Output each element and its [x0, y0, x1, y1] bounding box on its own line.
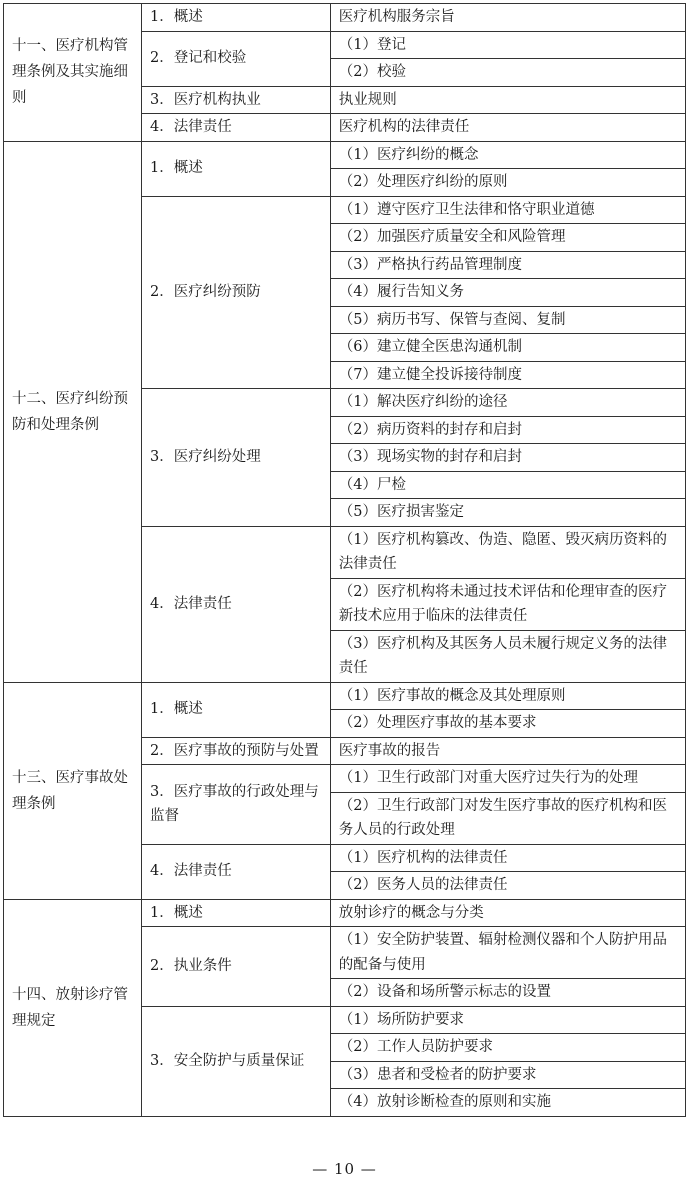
topic-point: （5）病历书写、保管与查阅、复制 — [330, 306, 685, 334]
topic-point: （5）医疗损害鉴定 — [330, 499, 685, 527]
topic-name: 4．法律责任 — [142, 526, 331, 682]
syllabus-table — [3, 3, 686, 1117]
topic-name: 4．法律责任 — [142, 114, 331, 142]
topic-name: 1．概述 — [142, 4, 331, 32]
topic-name: 1．概述 — [142, 899, 331, 927]
table-row — [4, 141, 686, 169]
topic-point: （2）病历资料的封存和启封 — [330, 416, 685, 444]
section-title: 十四、放射诊疗管理规定 — [4, 899, 142, 1116]
topic-name: 1．概述 — [142, 141, 331, 196]
topic-point: （1）卫生行政部门对重大医疗过失行为的处理 — [330, 765, 685, 793]
page-number: — 10 — — [312, 1160, 377, 1178]
topic-name: 2．执业条件 — [142, 927, 331, 1007]
topic-point: （2）工作人员防护要求 — [330, 1034, 685, 1062]
table-row — [4, 4, 686, 32]
topic-name: 3．安全防护与质量保证 — [142, 1006, 331, 1116]
topic-point: （4）放射诊断检查的原则和实施 — [330, 1089, 685, 1117]
topic-point: 医疗机构服务宗旨 — [330, 4, 685, 32]
topic-point: （3）患者和受检者的防护要求 — [330, 1061, 685, 1089]
topic-point: （2）卫生行政部门对发生医疗事故的医疗机构和医务人员的行政处理 — [330, 792, 685, 844]
topic-point: （1）登记 — [330, 31, 685, 59]
topic-point: （3）严格执行药品管理制度 — [330, 251, 685, 279]
topic-point: （1）医疗机构的法律责任 — [330, 844, 685, 872]
topic-name: 2．医疗事故的预防与处置 — [142, 737, 331, 765]
topic-name: 4．法律责任 — [142, 844, 331, 899]
topic-point: （6）建立健全医患沟通机制 — [330, 334, 685, 362]
topic-point: （2）处理医疗事故的基本要求 — [330, 710, 685, 738]
topic-point: （3）医疗机构及其医务人员未履行规定义务的法律责任 — [330, 630, 685, 682]
section-title: 十一、医疗机构管理条例及其实施细则 — [4, 4, 142, 142]
topic-point: 执业规则 — [330, 86, 685, 114]
topic-point: （1）场所防护要求 — [330, 1006, 685, 1034]
topic-name: 2．登记和校验 — [142, 31, 331, 86]
table-row — [4, 682, 686, 710]
topic-point: 医疗事故的报告 — [330, 737, 685, 765]
topic-name: 3．医疗纠纷处理 — [142, 389, 331, 527]
syllabus-table-body — [4, 4, 686, 1117]
topic-point: 放射诊疗的概念与分类 — [330, 899, 685, 927]
topic-point: （2）医务人员的法律责任 — [330, 872, 685, 900]
topic-point: （1）解决医疗纠纷的途径 — [330, 389, 685, 417]
topic-point: （2）校验 — [330, 59, 685, 87]
topic-name: 3．医疗事故的行政处理与监督 — [142, 765, 331, 845]
topic-point: （1）医疗事故的概念及其处理原则 — [330, 682, 685, 710]
topic-point: （2）医疗机构将未通过技术评估和伦理审查的医疗新技术应用于临床的法律责任 — [330, 578, 685, 630]
topic-point: （4）履行告知义务 — [330, 279, 685, 307]
topic-point: （1）医疗纠纷的概念 — [330, 141, 685, 169]
topic-point: （2）设备和场所警示标志的设置 — [330, 979, 685, 1007]
topic-point: （1）遵守医疗卫生法律和恪守职业道德 — [330, 196, 685, 224]
section-title: 十二、医疗纠纷预防和处理条例 — [4, 141, 142, 682]
topic-point: （3）现场实物的封存和启封 — [330, 444, 685, 472]
topic-name: 3．医疗机构执业 — [142, 86, 331, 114]
topic-point: （4）尸检 — [330, 471, 685, 499]
section-title: 十三、医疗事故处理条例 — [4, 682, 142, 899]
topic-point: （2）加强医疗质量安全和风险管理 — [330, 224, 685, 252]
topic-point: 医疗机构的法律责任 — [330, 114, 685, 142]
topic-name: 2．医疗纠纷预防 — [142, 196, 331, 389]
topic-name: 1．概述 — [142, 682, 331, 737]
topic-point: （1）医疗机构篡改、伪造、隐匿、毁灭病历资料的法律责任 — [330, 526, 685, 578]
topic-point: （7）建立健全投诉接待制度 — [330, 361, 685, 389]
table-row — [4, 899, 686, 927]
topic-point: （2）处理医疗纠纷的原则 — [330, 169, 685, 197]
topic-point: （1）安全防护装置、辐射检测仪器和个人防护用品的配备与使用 — [330, 927, 685, 979]
